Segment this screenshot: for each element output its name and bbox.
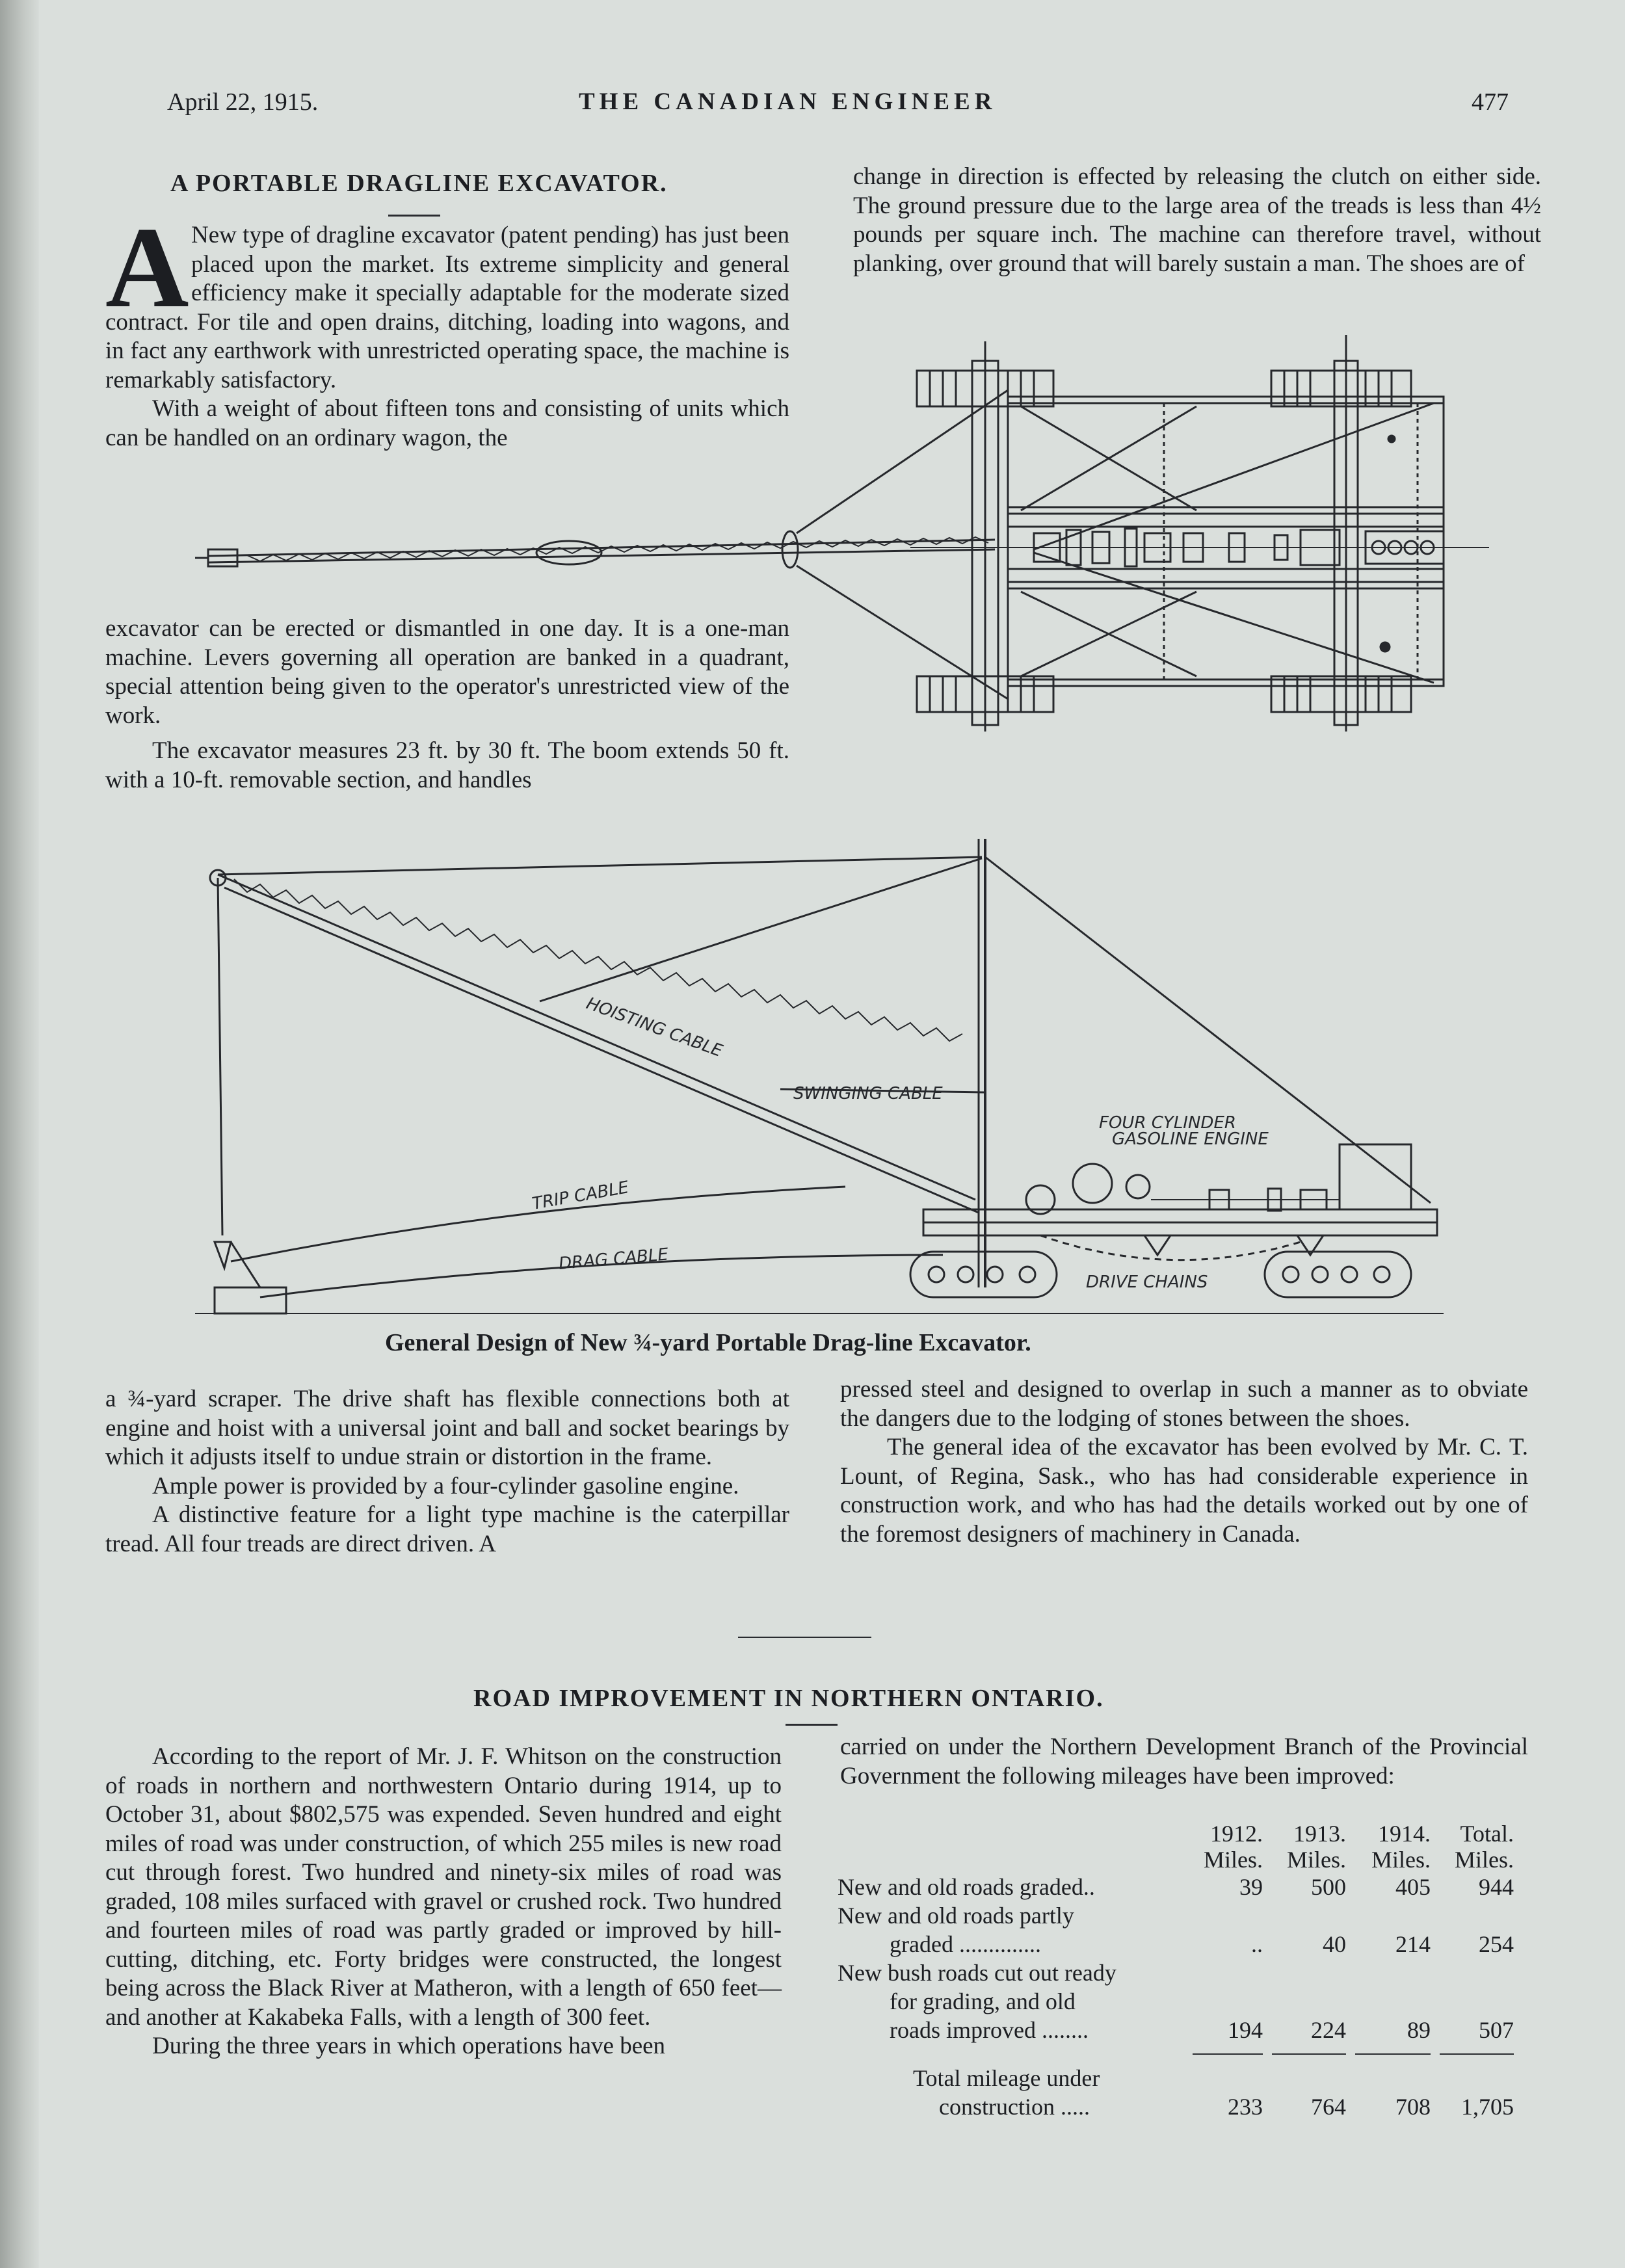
header-page-number: 477 <box>1472 88 1509 116</box>
table-total-row <box>838 2064 1514 2121</box>
table-cell: 708 <box>1395 2094 1431 2120</box>
col-1913-unit: Miles. <box>1286 1847 1346 1873</box>
table-cell: 507 <box>1479 2017 1514 2043</box>
row-label: New bush roads cut out ready <box>838 1960 1116 1986</box>
total-label: Total mileage under <box>913 2065 1100 2091</box>
boom-upper-chord <box>218 875 975 1200</box>
label-trip-cable: TRIP CABLE <box>531 1178 631 1214</box>
drive-chain <box>1040 1235 1301 1260</box>
hoist-rope <box>218 878 222 1235</box>
tread-rear-bottom <box>1271 676 1411 712</box>
col-1912-year: 1912. <box>1210 1821 1263 1847</box>
shoes-paragraph: pressed steel and designed to overlap in such a manner as to obviate the dangers due to the lodging of stones between the shoes. <box>840 1376 1528 1432</box>
table-cell: 944 <box>1479 1874 1514 1900</box>
row-label: roads improved ........ <box>890 2017 1089 2043</box>
road-column-right <box>840 1733 1528 1791</box>
tread-paragraph: A distinctive feature for a light type machine is the caterpillar tread. All four treads are direct driven. A <box>105 1501 789 1557</box>
excavator-column-right-top <box>853 163 1541 278</box>
col-1914-unit: Miles. <box>1371 1847 1431 1873</box>
table-header-row <box>838 1821 1514 1873</box>
power-paragraph: Ample power is provided by a four-cylinder gasoline engine. <box>152 1472 739 1499</box>
header-journal-title: THE CANADIAN ENGINEER <box>579 88 997 115</box>
excavator-column-right-bottom <box>840 1375 1528 1549</box>
hoisting-cable <box>540 858 982 1001</box>
label-drive-chains: DRIVE CHAINS <box>1086 1272 1208 1292</box>
rear-guy-line <box>985 857 1431 1203</box>
road-column-left <box>105 1743 782 2061</box>
label-engine-line2: GASOLINE ENGINE <box>1112 1129 1269 1149</box>
weight-paragraph: With a weight of about fifteen tons and consisting of units which can be handled on an ordinary wagon, the <box>105 395 789 451</box>
table-cell: 405 <box>1395 1874 1431 1900</box>
label-hoisting-cable: HOISTING CABLE <box>583 994 725 1061</box>
mileage-intro-paragraph: carried on under the Northern Development Branch of the Provincial Government the following mileages have been improved: <box>840 1734 1528 1789</box>
tread-rear-top <box>1271 371 1411 406</box>
boom-lattice <box>247 537 988 561</box>
dimensions-paragraph: The excavator measures 23 ft. by 30 ft. The boom extends 50 ft. with a 10-ft. removable section, and handles <box>105 737 789 793</box>
inventor-paragraph: The general idea of the excavator has been evolved by Mr. C. T. Lount, of Regina, Sask., who has had considerable experience in construction work, and who has had the details worked out by one of the foremost designers of machinery in Canada. <box>840 1434 1528 1548</box>
scraper-bucket <box>215 1287 286 1313</box>
page-gutter-shadow <box>0 0 39 2268</box>
excavator-column-left-bottom <box>105 1385 789 1559</box>
col-1912-unit: Miles. <box>1203 1847 1263 1873</box>
row-label: New and old roads partly <box>838 1903 1074 1929</box>
table-cell: 254 <box>1479 1931 1514 1957</box>
ground-pressure-paragraph: change in direction is effected by releasing the clutch on either side. The ground pressure due to the large area of the treads is less than 4½ pounds per square inch. The machine can therefore travel, without planking, over ground that will barely sustain a man. The shoes are of <box>853 163 1541 277</box>
table-cell: 89 <box>1407 2017 1431 2043</box>
label-swinging-cable: SWINGING CABLE <box>793 1084 943 1103</box>
title-rule-2 <box>786 1724 838 1726</box>
table-row <box>838 1958 1514 2044</box>
col-total-year: Total. <box>1460 1821 1514 1847</box>
boom-top-stay <box>218 857 982 875</box>
excavator-side-elevation-drawing <box>195 839 1444 1320</box>
table-cell: 224 <box>1311 2017 1346 2043</box>
table-cell: 500 <box>1311 1874 1346 1900</box>
row-label: graded .............. <box>890 1931 1041 1957</box>
row-label: for grading, and old <box>890 1988 1076 2014</box>
excavator-column-left-middle <box>105 614 789 795</box>
gasoline-engine-block <box>1340 1144 1411 1209</box>
mileage-table <box>838 1821 1514 2121</box>
row-label: New and old roads graded.. <box>838 1874 1095 1900</box>
boom-section-joint <box>536 541 601 564</box>
header-date: April 22, 1915. <box>167 88 319 116</box>
table-cell: 194 <box>1228 2017 1263 2043</box>
figure-caption: General Design of New ¾-yard Portable Drag-line Excavator. <box>385 1329 1031 1356</box>
article-title-road-improvement: ROAD IMPROVEMENT IN NORTHERN ONTARIO. <box>473 1685 1104 1712</box>
whitson-report-paragraph: According to the report of Mr. J. F. Whitson on the construction of roads in northern and northwestern Ontario during 1914, up to October 31, about $802,575 was expended. Seven hundred and eight miles of road was under construction, of which 255 miles is new road cut through forest. Two hundred and ninety-six miles of road was graded, 108 miles surfaced with gravel or crushed rock. Two hundred and fourteen miles of road was partly graded or improved by hill-cutting, ditching, etc. Forty bridges were constructed, the longest being across the Black River at Matheron, with a length of 650 feet—and another at Kakabeka Falls, with a length of 300 feet. <box>105 1743 782 2031</box>
three-years-paragraph: During the three years in which operations have been <box>152 2033 666 2059</box>
boom-lower-chord <box>224 888 979 1213</box>
tread-front-side <box>910 1252 1057 1297</box>
label-engine-line1: FOUR CYLINDER <box>1099 1113 1236 1133</box>
article-title-excavator: A PORTABLE DRAGLINE EXCAVATOR. <box>170 170 668 197</box>
label-drag-cable: DRAG CABLE <box>557 1245 669 1274</box>
drive-shaft-paragraph: a ¾-yard scraper. The drive shaft has flexible connections both at engine and hoist with a universal joint and ball and socket bearings by which it adjusts itself to undue strain or distortion in the frame. <box>105 1386 789 1470</box>
title-rule <box>388 215 440 217</box>
table-cell: .. <box>1251 1931 1263 1957</box>
total-label: construction ..... <box>939 2094 1090 2120</box>
table-cell: 40 <box>1323 1931 1346 1957</box>
table-cell: 764 <box>1311 2094 1346 2120</box>
boom-tip-sheave <box>208 549 237 566</box>
col-1913-year: 1913. <box>1293 1821 1346 1847</box>
table-cell: 1,705 <box>1461 2094 1514 2120</box>
section-divider <box>738 1637 871 1638</box>
boom-pivot <box>782 531 798 568</box>
erection-paragraph: excavator can be erected or dismantled in one day. It is a one-man machine. Levers governing all operation are banked in a quadrant, special attention being given to the operator's unrestricted view of the work. <box>105 615 789 729</box>
drop-cap: A <box>105 203 189 332</box>
guy-line-rear <box>797 566 1008 699</box>
col-1914-year: 1914. <box>1378 1821 1431 1847</box>
table-row <box>838 1901 1514 1958</box>
tread-rear-side <box>1265 1252 1411 1297</box>
table-cell: 39 <box>1239 1874 1263 1900</box>
intro-paragraph-text: New type of dragline excavator (patent pending) has just been placed upon the market. Its extreme simplicity and general efficiency make it specially adaptable for the moderate sized contract. For tile and open drains, ditching, loading into wagons, and in fact any earthwork with unrestricted operating space, the machine is remarkably satisfactory. <box>105 222 789 393</box>
col-total-unit: Miles. <box>1454 1847 1514 1873</box>
bucket-hook <box>215 1242 231 1268</box>
hoist-drum <box>1073 1164 1112 1203</box>
table-row <box>838 1873 1514 1901</box>
table-cell: 214 <box>1395 1931 1431 1957</box>
table-rule-row <box>838 2044 1514 2064</box>
guy-line-front <box>797 390 1008 533</box>
table-cell: 233 <box>1228 2094 1263 2120</box>
